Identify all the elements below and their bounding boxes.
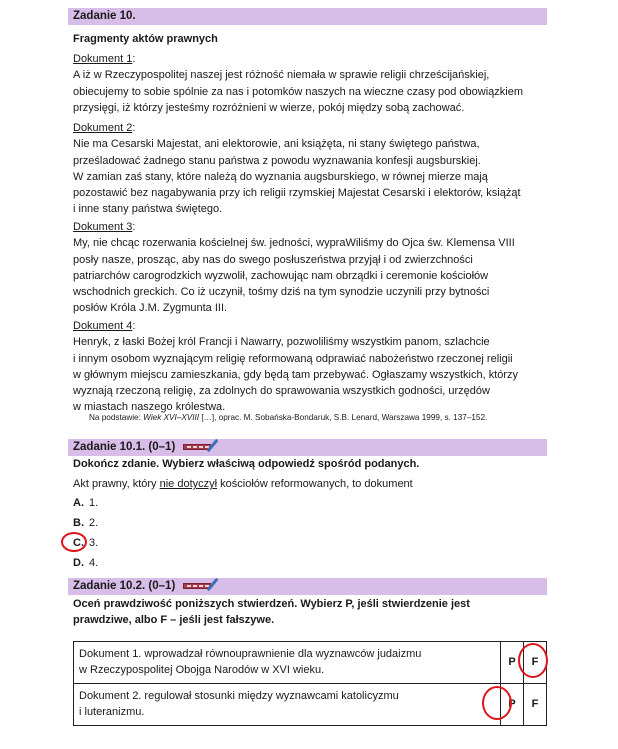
- true-false-table: [73, 641, 547, 726]
- option-letter: A.: [73, 497, 84, 509]
- document-line: W zamian zaś stany, które należą do wyznania augsburskiego, w równej mierze mają: [73, 170, 488, 183]
- document-label: Dokument 4: [73, 320, 133, 332]
- task-10-1-stem: [73, 476, 413, 492]
- selected-answer-circle: [518, 643, 548, 678]
- statement-cell: [74, 684, 501, 726]
- selected-answer-circle: [482, 686, 512, 720]
- option-p[interactable]: P: [501, 684, 524, 726]
- option-value: 1.: [89, 497, 99, 509]
- document-line: pozostawić bez nagabywania przy ich religii rzymskiej Majestat Cesarski i elektorów, książąt: [73, 187, 521, 200]
- stem-text: Akt prawny, który: [73, 478, 160, 490]
- task-10-1-instruction: Dokończ zdanie. Wybierz właściwą odpowiedź spośród podanych.: [73, 458, 420, 470]
- table-row: [74, 642, 547, 684]
- option-letter: D.: [73, 557, 84, 569]
- task-10-1-title-bar: [68, 439, 547, 456]
- document-line: i innym osobom wyznającym religię reformowaną odprawiać nabożeństwo rzeczonej religii: [73, 352, 513, 365]
- document-2: Dokument 2: Nie ma Cesarski Majestat, ani elektorowie, ani książęta, ni stany świętego państwa, prześladować żadnego stanu państwa z powodu wyznawania konfesji augsburskiej. W zamian zaś stany, które należą do wyznania augsburskiego, w równej mierze mają pozostawić bez nagabywania przy ich religii rzymskiej Majestat Cesarski i elektorów, książąt i inne stany państwa świętego.: [73, 120, 543, 218]
- option-f[interactable]: F: [524, 684, 547, 726]
- score-boxes-pencil-icon: [183, 580, 223, 592]
- instruction-line: prawdziwe, albo F – jeśli jest fałszywe.: [73, 614, 275, 627]
- document-label: Dokument 2: [73, 122, 133, 134]
- option-a[interactable]: [73, 496, 98, 510]
- source-citation: [89, 412, 487, 423]
- option-p[interactable]: P: [501, 642, 524, 684]
- option-d[interactable]: [73, 556, 98, 570]
- document-label: Dokument 1: [73, 53, 133, 65]
- document-line: patriarchów carogrodzkich wyzwolił, zachowując nam obrządki i ceremonie kościołów: [73, 269, 489, 282]
- option-f[interactable]: F: [524, 642, 547, 684]
- document-line: posły nasze, prosząc, aby nas do swego posłuszeństwa przyjął i od zwierzchności: [73, 253, 473, 266]
- source-title: Wiek XVI–XVIII: [143, 413, 200, 422]
- task-subtitle: Fragmenty aktów prawnych: [73, 33, 218, 45]
- table-row: [74, 684, 547, 726]
- task-10-1-title: Zadanie 10.1. (0–1): [73, 441, 176, 453]
- option-letter: B.: [73, 517, 84, 529]
- source-rest: […], oprac. M. Sobańska-Bondaruk, S.B. Lenard, Warszawa 1999, s. 137–152.: [199, 413, 488, 422]
- document-line: obiecujemy to sobie spólnie za nas i potomków naszych na wieczne czasy pod obowiązkiem: [73, 85, 524, 98]
- task-10-2-instruction: [73, 596, 543, 629]
- document-line: My, nie chcąc rozerwania kościelnej św. jedności, wypraWiliśmy do Ojca św. Klemensa VIII: [73, 237, 515, 250]
- document-line: Nie ma Cesarski Majestat, ani elektorowie, ani książęta, ni stany świętego państwa,: [73, 138, 480, 151]
- statement-line: Dokument 2. regulował stosunki między wyznawcami katolicyzmu: [79, 690, 399, 702]
- document-line: posłów Króla J.M. Zygmunta III.: [73, 302, 228, 315]
- statement-line: w Rzeczypospolitej Obojga Narodów w XVI wieku.: [79, 663, 325, 676]
- option-value: 2.: [89, 517, 99, 529]
- stem-text: kościołów reformowanych, to dokument: [217, 478, 413, 490]
- score-boxes-pencil-icon: [183, 441, 223, 453]
- source-prefix: Na podstawie:: [89, 413, 144, 422]
- document-line: w głównym miejscu zamieszkania, gdy będą tam przebywać. Ogłaszamy wszystkich, którzy: [73, 368, 519, 381]
- statement-cell: [74, 642, 501, 684]
- option-value: 4.: [89, 557, 99, 569]
- task-10-2-title-bar: [68, 578, 547, 595]
- statement-line: i luteranizmu.: [79, 705, 145, 718]
- stem-underlined: nie dotyczył: [159, 478, 218, 490]
- document-3: Dokument 3: My, nie chcąc rozerwania kościelnej św. jedności, wypraWiliśmy do Ojca św. Klemensa VIII posły nasze, prosząc, aby nas do swego posłuszeństwa przyjął i od zwierzchności patriarchów carogrodzkich wyzwolił, zachowując nam obrządki i ceremonie kościołów wschodnich greckich. Co iż uczynił, tośmy dziś na tym synodzie uczynili przy bytności posłów Króla J.M. Zygmunta III.: [73, 219, 543, 317]
- document-label: Dokument 3: [73, 221, 133, 233]
- document-line: A iż w Rzeczypospolitej naszej jest różność niemała w sprawie religii chrześcijańskiej,: [73, 69, 490, 82]
- option-b[interactable]: [73, 516, 98, 530]
- document-line: i inne stany państwa świętego.: [73, 203, 223, 216]
- statement-line: Dokument 1. wprowadzał równouprawnienie dla wyznawców judaizmu: [79, 648, 422, 660]
- document-1: Dokument 1: A iż w Rzeczypospolitej naszej jest różność niemała w sprawie religii chrześcijańskiej, obiecujemy to sobie spólnie za nas i potomków naszych na wieczne czasy pod obowiązkiem przysięgi, iż którzy jesteśmy rozróżnieni w wierze, pokój między sobą zachować.: [73, 51, 543, 116]
- option-letter: C.: [73, 537, 84, 549]
- option-value: 3.: [89, 537, 99, 549]
- document-line: wyznają rzeczoną religię, za zdolnych do sprawowania wszystkich godności, urzędów: [73, 385, 490, 398]
- document-line: prześladować żadnego stanu państwa z powodu wyznawania konfesji augsburskiej.: [73, 154, 481, 167]
- document-4: Dokument 4: Henryk, z łaski Bożej król Francji i Nawarry, pozwoliliśmy wszystkim panom, szlachcie i innym osobom wyznającym religię reformowaną odprawiać nabożeństwo rzeczonej religii w głównym miejscu zamieszkania, gdy będą tam przebywać. Ogłaszamy wszystkich, którzy wyznają rzeczoną religię, za zdolnych do sprawowania wszystkich godności, urzędów w miastach naszego królestwa.: [73, 318, 543, 416]
- document-line: przysięgi, iż którzy jesteśmy rozróżnieni w wierze, pokój między sobą zachować.: [73, 101, 465, 114]
- task-10-2-title: Zadanie 10.2. (0–1): [73, 580, 176, 592]
- task-title: Zadanie 10.: [73, 10, 136, 22]
- document-line: w miastach naszego królestwa.: [73, 401, 226, 414]
- task-title-bar: [68, 8, 547, 25]
- selected-answer-circle: [61, 532, 87, 552]
- document-line: wschodnich greckich. Co iż uczynił, tośmy dziś na tym synodzie uczynili przy bytności: [73, 286, 490, 299]
- instruction-line: Oceń prawdziwość poniższych stwierdzeń. Wybierz P, jeśli stwierdzenie jest: [73, 598, 470, 610]
- document-line: Henryk, z łaski Bożej król Francji i Nawarry, pozwoliliśmy wszystkim panom, szlachcie: [73, 336, 490, 349]
